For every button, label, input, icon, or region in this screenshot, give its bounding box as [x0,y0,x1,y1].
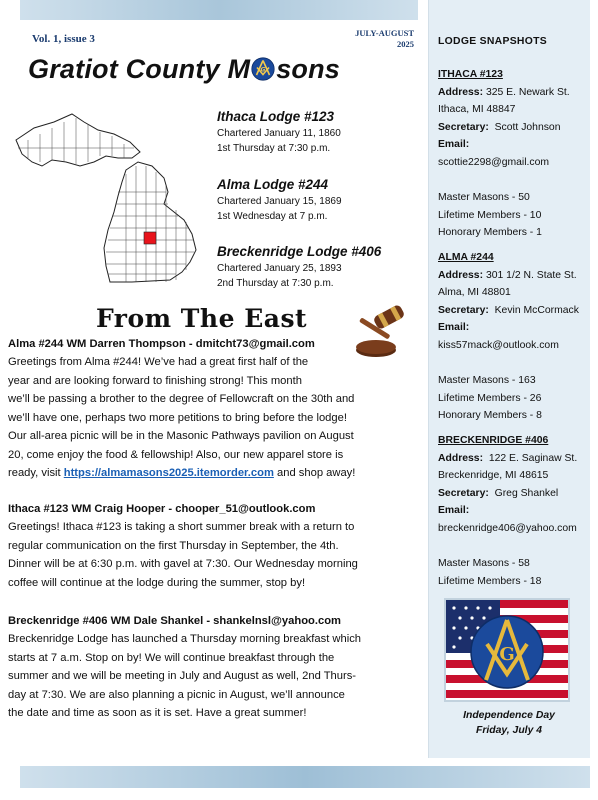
stat-lifetime-members: Lifetime Members - 18 [438,575,542,587]
address-line-2: Ithaca, MI 48847 [438,104,516,116]
lodge-chartered: Chartered January 11, 1860 [217,128,341,139]
link-suffix: and shop away! [273,467,356,479]
square-and-compasses-emblem-icon [251,57,275,81]
stat-master-masons: Master Masons - 58 [438,558,530,570]
title-part-2: sons [276,54,341,84]
article-line: Our all-area picnic will be in the Masonic Pathways pavilion on August [8,430,354,442]
snapshot-heading: BRECKENRIDGE #406 [438,435,549,446]
address-line-1: 122 E. Saginaw St. [488,452,578,464]
secretary-name: Kevin McCormack [494,304,579,316]
link-prefix: ready, visit [8,467,64,479]
secretary-label: Secretary: [438,304,489,316]
article-breckenridge [8,613,422,723]
issue-months: JULY-AUGUST [355,28,414,38]
lodge-meets: 2nd Thursday at 7:30 p.m. [217,278,334,289]
snapshot-heading: ALMA #244 [438,252,494,263]
snapshot-ithaca [438,66,590,242]
article-alma [8,336,422,483]
address-label: Address: [438,86,484,98]
address-label: Address: [438,269,484,281]
secretary-label: Secretary: [438,121,489,133]
lodge-meets: 1st Thursday at 7:30 p.m. [217,143,331,154]
flag-masonic-icon [446,600,568,700]
snapshot-secretary [438,119,590,137]
caption-line-2: Friday, July 4 [475,725,543,736]
lodge-info-breckenridge [217,243,427,291]
volume-issue: Vol. 1, issue 3 [32,33,95,45]
address-line-1: 301 1/2 N. State St. [485,269,577,281]
article-line: year and are looking forward to finishing strong! This month [8,374,302,387]
snapshot-address [438,450,590,468]
snapshot-address [438,84,590,102]
article-line: regular communication on the first Thursday in September, the 4th. [8,539,339,552]
article-ithaca [8,501,422,592]
email-label: Email: [438,322,470,334]
article-line: day at 7:30. We are also planning a picnic in August, we’ll announce [8,688,345,701]
article-line-link [8,464,422,483]
snapshot-email[interactable]: scottie2298@gmail.com [438,156,550,168]
stat-master-masons: Master Masons - 163 [438,375,536,387]
caption-line-1: Independence Day [463,710,555,721]
address-line-2: Breckenridge, MI 48615 [438,470,549,482]
stat-honorary-members: Honorary Members - 8 [438,410,542,422]
lodge-name: Alma Lodge #244 [217,177,329,192]
svg-text:G: G [499,644,515,665]
snapshot-secretary [438,485,590,503]
address-line-2: Alma, MI 48801 [438,287,511,299]
stat-honorary-members: Honorary Members - 1 [438,227,542,239]
lodge-info-ithaca [217,108,427,156]
lodge-name: Ithaca Lodge #123 [217,109,335,124]
lodge-chartered: Chartered January 15, 1869 [217,196,342,207]
stat-master-masons: Master Masons - 50 [438,192,530,204]
snapshot-breckenridge [438,432,590,590]
article-line: starts at 7 a.m. Stop on by! We will continue breakfast through the [8,651,335,664]
sidebar-title: LODGE SNAPSHOTS [438,36,547,47]
snapshot-email[interactable]: breckenridge406@yahoo.com [438,522,577,534]
email-label: Email: [438,505,470,517]
article-heading: Alma #244 WM Darren Thompson - dmitcht73@gmail.com [8,338,315,350]
independence-day-image [444,598,570,702]
stat-lifetime-members: Lifetime Members - 26 [438,392,542,404]
article-heading: Ithaca #123 WM Craig Hooper - chooper_51@outlook.com [8,503,316,515]
article-line: Greetings from Alma #244! We’ve had a great first half of the [8,356,309,368]
issue-dates [330,28,414,50]
michigan-map-icon [14,100,220,286]
lodge-meets: 1st Wednesday at 7 p.m. [217,211,328,222]
top-banner-bar [20,0,418,20]
article-line: we’ll be passing a brother to the degree of Fellowcraft on the 30th and [8,393,355,405]
article-line: Breckenridge Lodge has launched a Thursday morning breakfast which [8,633,362,645]
article-line: Greetings! Ithaca #123 is taking a short summer break with a return to [8,521,355,533]
email-label: Email: [438,139,470,151]
snapshot-secretary [438,302,590,320]
lodge-info-alma [217,176,427,224]
image-caption [428,708,590,738]
article-body [8,630,422,723]
secretary-name: Scott Johnson [494,121,561,133]
newsletter-title [28,54,428,90]
snapshot-alma [438,249,590,425]
lodge-name: Breckenridge Lodge #406 [217,244,382,259]
gratiot-county-highlight [144,232,156,244]
snapshot-heading: ITHACA #123 [438,69,503,80]
address-line-1: 325 E. Newark St. [485,86,570,98]
bottom-banner-bar [20,766,590,788]
secretary-name: Greg Shankel [494,487,559,499]
article-line: Dinner will be at 6:30 p.m. with gavel at 7:30. Our Wednesday morning [8,558,358,570]
issue-year: 2025 [397,39,414,49]
secretary-label: Secretary: [438,487,489,499]
section-title: From The East [96,304,308,333]
apparel-store-link[interactable]: https://almamasons2025.itemorder.com [63,467,274,479]
article-heading: Breckenridge #406 WM Dale Shankel - shankelnsl@yahoo.com [8,615,341,627]
title-part-1: Gratiot County M [28,54,251,84]
snapshot-email[interactable]: kiss57mack@outlook.com [438,339,559,351]
article-line: coffee will continue at the lodge during the summer, stop by! [8,576,306,589]
snapshot-address [438,267,590,285]
article-line: we’ll have one, perhaps two more petitions to bring before the lodge! [8,411,347,424]
article-line: 20, come enjoy the food & fellowship! Also, our new apparel store is [8,448,344,461]
address-label: Address: [438,452,484,464]
article-body [8,518,422,592]
lodge-chartered: Chartered January 25, 1893 [217,263,342,274]
stat-lifetime-members: Lifetime Members - 10 [438,209,542,221]
article-line: summer and we will be meeting in July and August as well, 2nd Thurs- [8,670,357,682]
svg-text:G: G [260,66,266,74]
article-line: the date and time as soon as it is set. Have a great summer! [8,707,307,719]
article-body [8,353,422,483]
